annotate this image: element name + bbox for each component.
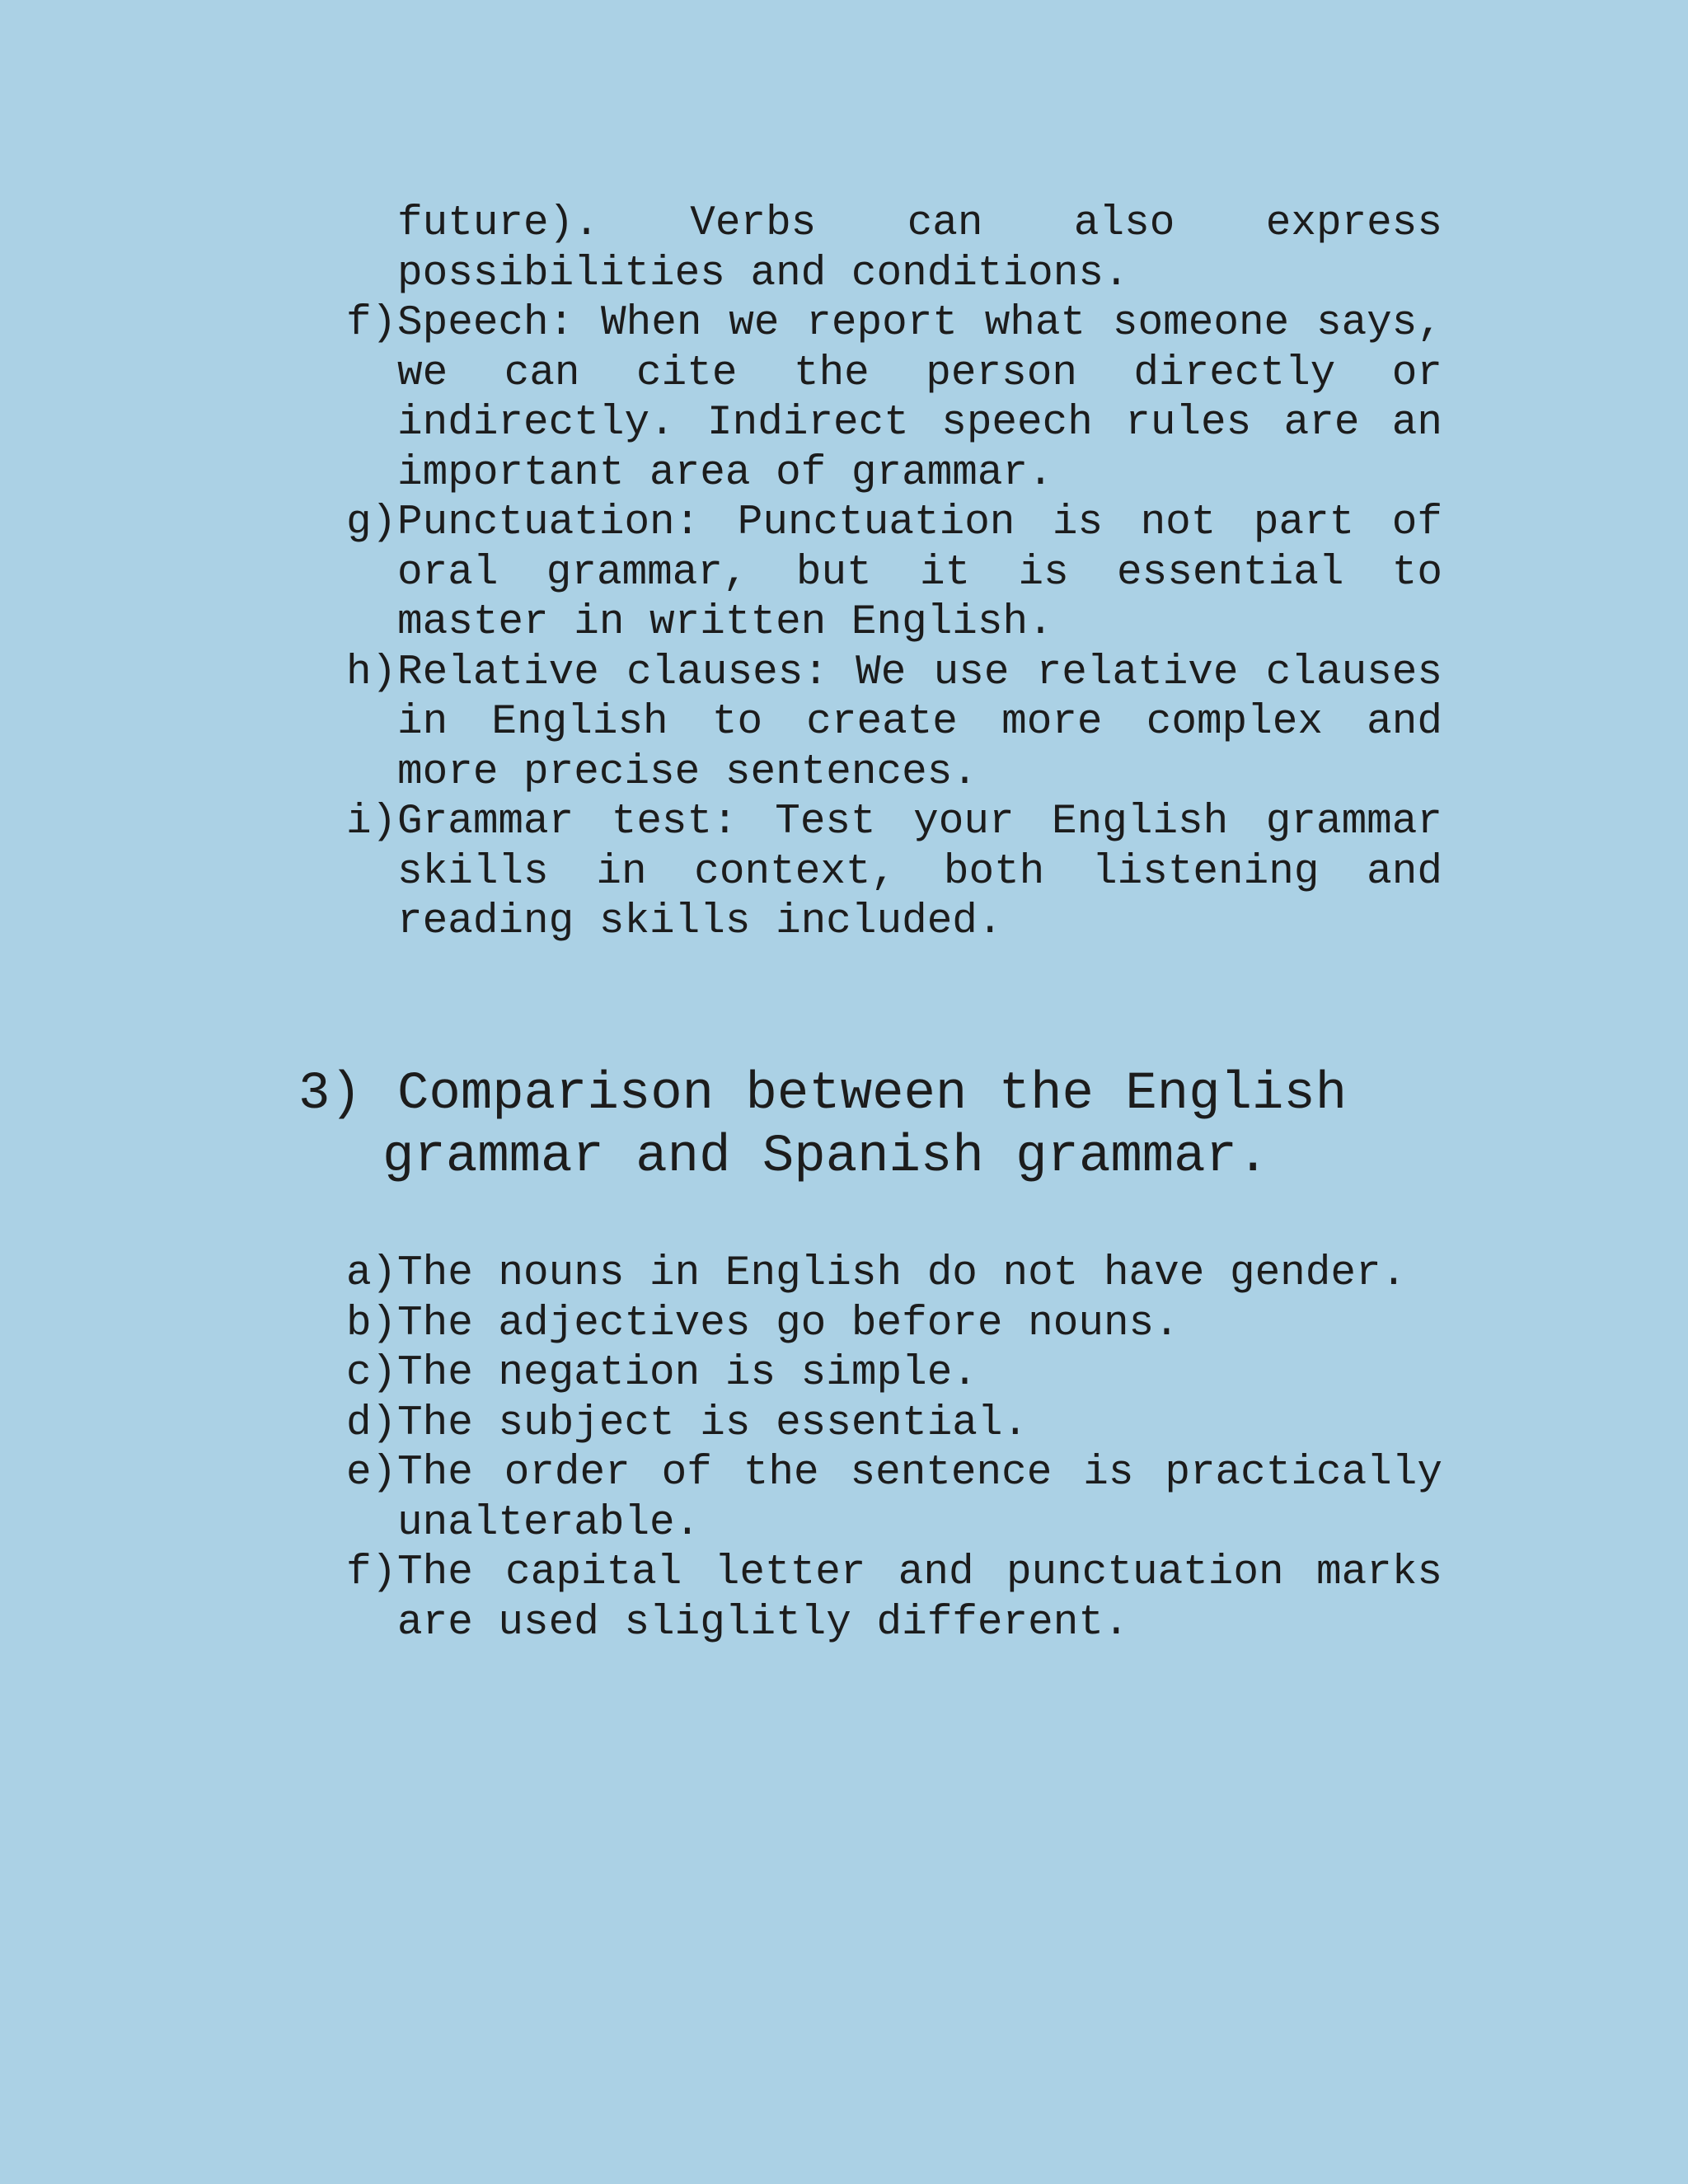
list-item — [346, 1399, 1442, 1450]
comparison-list — [346, 1249, 1442, 1648]
list-item-marker: a) — [346, 1250, 397, 1297]
list-item-text: Speech: When we report what someone says, we can cite the person directly or indirectly. Indirect speech rules are an important area of grammar. — [397, 300, 1442, 497]
list-item — [346, 1349, 1442, 1399]
list-item — [346, 1549, 1442, 1648]
list-item-text: Grammar test: Test your English grammar skills in context, both listening and reading skills included. — [397, 799, 1442, 945]
list-item-marker: e) — [346, 1450, 397, 1497]
list-item-marker: b) — [346, 1300, 397, 1347]
list-item-text: The subject is essential. — [397, 1399, 1029, 1447]
list-item — [346, 798, 1442, 948]
list-item-text: The negation is simple. — [397, 1350, 978, 1397]
list-item-text: The adjectives go before nouns. — [397, 1300, 1179, 1347]
list-item-marker: f) — [346, 300, 397, 347]
list-item-marker: h) — [346, 649, 397, 696]
grammar-topics-list — [346, 199, 1442, 948]
list-item-text: The nouns in English do not have gender. — [397, 1250, 1407, 1297]
section-number: 3) — [298, 1065, 362, 1124]
list-item-text: future). Verbs can also express possibilities and conditions. — [397, 200, 1442, 298]
list-item-marker: c) — [346, 1350, 397, 1397]
list-item — [346, 1249, 1442, 1300]
list-item-marker: d) — [346, 1399, 397, 1447]
list-item-marker: g) — [346, 499, 397, 546]
list-item-marker: f) — [346, 1549, 397, 1596]
section-title: Comparison between the English grammar and Spanish grammar. — [382, 1065, 1348, 1187]
list-item — [346, 1300, 1442, 1350]
section-heading — [298, 1063, 1553, 1188]
list-item — [346, 649, 1442, 799]
list-item — [346, 1449, 1442, 1549]
list-item-text: Punctuation: Punctuation is not part of oral grammar, but it is essential to master in written English. — [397, 499, 1442, 646]
list-item-marker: i) — [346, 799, 397, 846]
list-item — [346, 499, 1442, 649]
list-item — [346, 299, 1442, 499]
list-item-text: The capital letter and punctuation marks are used sliglitly different. — [397, 1549, 1442, 1647]
list-item-text: Relative clauses: We use relative clauses in English to create more complex and more precise sentences. — [397, 649, 1442, 796]
list-item-continuation — [346, 199, 1442, 299]
list-item-text: The order of the sentence is practically unalterable. — [397, 1450, 1442, 1547]
